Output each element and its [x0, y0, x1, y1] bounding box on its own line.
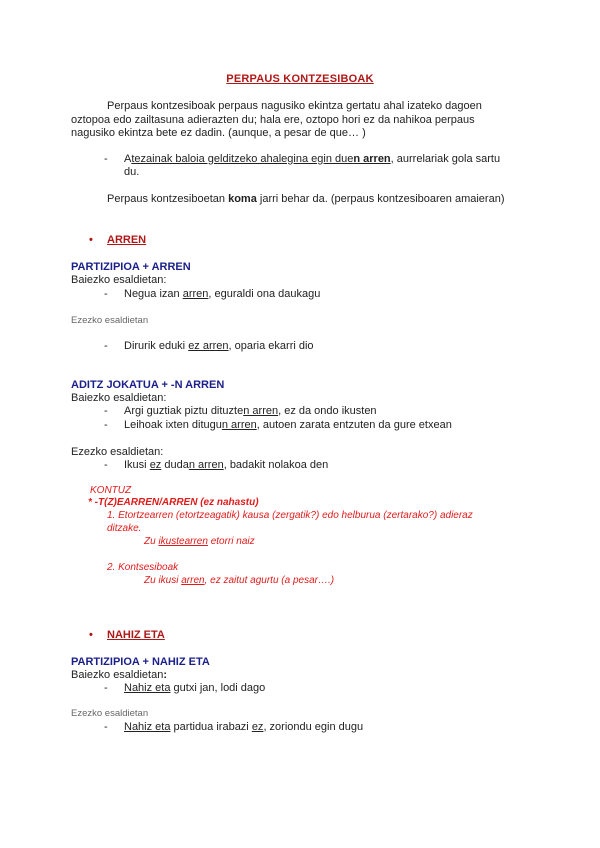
item-post: , autoen zarata entzuten da gure etxean: [256, 419, 452, 431]
item-mid: partidua irabazi: [170, 721, 252, 733]
item-underlined: Nahiz eta: [124, 721, 171, 733]
dash-marker: -: [104, 459, 108, 471]
kontuz-line-3: ditzake.: [107, 523, 142, 534]
dash-marker: -: [104, 682, 108, 694]
affirm-label: [71, 669, 167, 681]
neg-label: Ezezko esaldietan: [71, 708, 149, 719]
subheading-aditz-jokatua: ADITZ JOKATUA + -N ARREN: [71, 379, 225, 391]
list-item-text: [124, 459, 328, 471]
comma-note-pre: Perpaus kontzesiboetan: [107, 193, 229, 205]
item-pre: Dirurik eduki: [124, 340, 189, 352]
dash-marker: -: [104, 288, 108, 300]
item-post: , eguraldi ona daukagu: [208, 288, 321, 300]
affirm-label: Baiezko esaldietan:: [71, 274, 167, 286]
kontuz-line-4: 2. Kontsesiboak: [107, 562, 179, 573]
item-pre: Negua izan: [124, 288, 183, 300]
kontuz-example-2: [144, 575, 334, 586]
neg-label: Ezezko esaldietan:: [71, 446, 164, 458]
example-text: [124, 153, 500, 165]
item-underlined: n arren: [221, 419, 257, 431]
kontuz-example-1: [144, 536, 255, 547]
ex2-pre: Zu ikusi: [144, 575, 182, 586]
intro-line-1: Perpaus kontzesiboak perpaus nagusiko ekintza gertatu ahal izateko dagoen: [107, 100, 482, 112]
example-underlined: tezainak baloia gelditzeko ahalegina egin due: [131, 153, 354, 165]
intro-line-2: oztopoa edo zailtasuna adierazten du; hala ere, oztopo hori ez da nahikoa perpaus: [71, 113, 475, 126]
item-underlined: n arren: [243, 405, 279, 417]
example-line-2: du.: [124, 166, 140, 178]
affirm-label-text: Baiezko esaldietan: [71, 669, 164, 681]
dash-marker: -: [104, 405, 108, 417]
intro-line-3: nagusiko ekintza bete ez dadin. (aunque, a pesar de que… ): [71, 127, 366, 139]
example-post: , aurrelariak gola sartu: [390, 153, 501, 165]
item-post: , badakit nolakoa den: [223, 459, 329, 471]
item-post: gutxi jan, lodi dago: [170, 682, 266, 694]
bullet-icon: •: [89, 629, 93, 641]
item-pre: Argi guztiak piztu dituzte: [124, 405, 244, 417]
example-pre: A: [124, 153, 132, 165]
ex1-post: etorri naiz: [207, 536, 255, 547]
item-underlined: arren: [182, 288, 209, 300]
ex2-underlined: arren: [181, 575, 205, 586]
item-underlined: ez arren: [188, 340, 229, 352]
item-pre: Ikusi: [124, 459, 150, 471]
ex2-post: , ez zaitut agurtu (a pesar….): [204, 575, 335, 586]
item-mid: duda: [161, 459, 189, 471]
dash-marker: -: [104, 340, 108, 352]
item-post: , zoriondu egin dugu: [263, 721, 364, 733]
affirm-label: Baiezko esaldietan:: [71, 392, 167, 404]
ex1-underlined: ikustearren: [158, 536, 208, 547]
kontuz-heading: KONTUZ: [90, 485, 132, 496]
dash-marker: -: [104, 419, 108, 431]
comma-note-post: jarri behar da. (perpaus kontzesiboaren amaieran): [256, 193, 505, 205]
comma-note: [107, 193, 504, 205]
item-underlined: Nahiz eta: [124, 682, 171, 694]
ex1-pre: Zu: [144, 536, 159, 547]
item-post: , ez da ondo ikusten: [278, 405, 377, 417]
page-title: PERPAUS KONTZESIBOAK: [226, 73, 374, 85]
neg-label: Ezezko esaldietan: [71, 315, 149, 326]
kontuz-line-2: 1. Etortzearren (etortzeagatik) kausa (zergatik?) edo helburua (zertarako?) adieraz: [107, 510, 473, 521]
subheading-partizipioa-nahiz-eta: PARTIZIPIOA + NAHIZ ETA: [71, 656, 210, 668]
example-bold-underlined: n arren: [353, 153, 391, 165]
affirm-label-colon: :: [163, 669, 168, 681]
list-item-text: [124, 721, 363, 733]
intro-paragraph: [71, 100, 531, 141]
item-pre: Leihoak ixten ditugu: [124, 419, 222, 431]
item-underlined: n arren: [188, 459, 224, 471]
list-item-text: [124, 419, 452, 431]
dash-marker: -: [104, 721, 108, 733]
list-item-text: [124, 405, 377, 417]
list-item-text: [124, 340, 314, 352]
section-label: ARREN: [107, 234, 147, 246]
bullet-icon: •: [89, 234, 93, 246]
item-underlined: ez: [149, 459, 162, 471]
subheading-partizipioa-arren: PARTIZIPIOA + ARREN: [71, 261, 191, 273]
list-item-text: [124, 288, 320, 300]
comma-note-bold: koma: [228, 193, 257, 205]
kontuz-line-1: * -T(Z)EARREN/ARREN (ez nahastu): [88, 497, 259, 508]
list-item-text: [124, 682, 265, 694]
section-label: NAHIZ ETA: [107, 629, 165, 641]
item-underlined: ez: [251, 721, 264, 733]
dash-marker: -: [104, 153, 108, 165]
item-post: , oparia ekarri dio: [228, 340, 314, 352]
